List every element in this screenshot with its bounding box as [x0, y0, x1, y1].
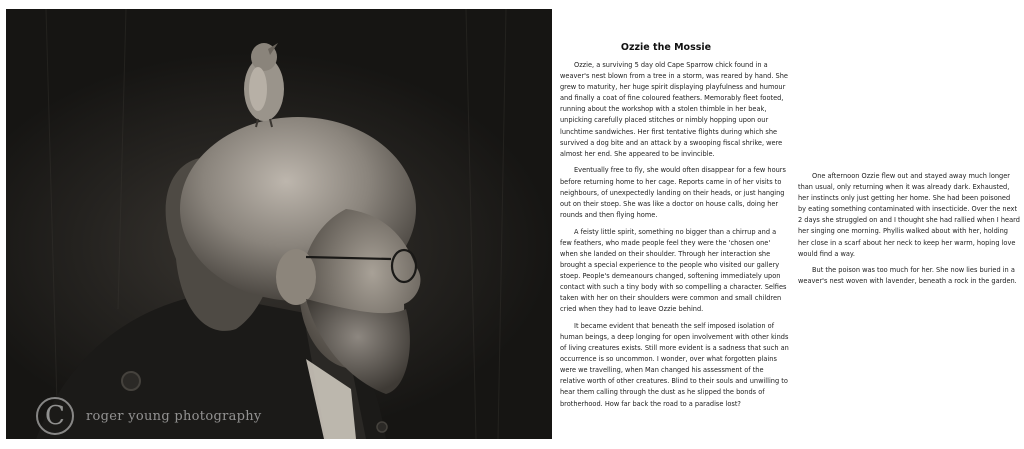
- article-left-column: [560, 60, 790, 415]
- article-title: Ozzie the Mossie: [620, 42, 712, 53]
- paragraph: It became evident that beneath the self imposed isolation of human beings, a deep longing for open involvement with other kinds of living creatures exists. Still more evident is a sadness that such an occurrence is so uncommon. I wonder, over what forgotten plains were we travelling, when Man changed his assessment of the relative worth of other creatures. Blind to their souls and unwilling to hear them calling through the dust as he slipped the bonds of brotherhood. How far back the road to a paradise lost?: [560, 321, 789, 408]
- copyright-icon: C: [36, 397, 74, 435]
- portrait-photo: [6, 9, 552, 439]
- watermark-text: roger young photography: [86, 408, 262, 424]
- paragraph: Ozzie, a surviving 5 day old Cape Sparrow chick found in a weaver's nest blown from a tree in a storm, was reared by hand. She grew to maturity, her huge spirit displaying playfulness and humour and finally a coat of fine coloured feathers. Memorably fleet footed, running about the workshop with a stolen thimble in her beak, unpicking carefully placed stitches or nimbly hopping upon our lunchtime sandwiches. Her first tentative flights during which she survived a dog bite and an attack by a swooping fiscal shrike, were almost her end. She appeared to be invincible.: [560, 61, 788, 158]
- photo-watermark: [36, 397, 262, 435]
- portrait-with-sparrow-icon: [6, 9, 552, 439]
- paragraph: Eventually free to fly, she would often disappear for a few hours before returning home to her cage. Reports came in of her visits to neighbours, of unexpectedly landing on their heads, or just hanging out on their stoep. She was like a doctor on house calls, doing her rounds and then flying home.: [560, 166, 786, 219]
- paragraph: One afternoon Ozzie flew out and stayed away much longer than usual, only returning when it was already dark. Exhausted, her instincts only just getting her home. She had been poisoned by eating something contaminated with insecticide. Over the next 2 days she struggled on and I thought she had rallied when I heard her singing one morning. Phyllis walked about with her, holding her close in a scarf about her neck to keep her warm, hoping love would find a way.: [798, 172, 1020, 258]
- article-right-column: [798, 171, 1020, 293]
- paragraph: A feisty little spirit, something no bigger than a chirrup and a few feathers, who made people feel they were the 'chosen one' when she landed on their shoulder. Through her interaction she brought a special experience to the people who visited our gallery stoep. People's demeanours changed, softening immediately upon contact with such a tiny body with so compelling a character. Selfies taken with her on their shoulders were common and small children cried when they had to leave Ozzie behind.: [560, 227, 787, 314]
- paragraph: But the poison was too much for her. She now lies buried in a weaver's nest woven with lavender, beneath a rock in the garden.: [798, 266, 1017, 286]
